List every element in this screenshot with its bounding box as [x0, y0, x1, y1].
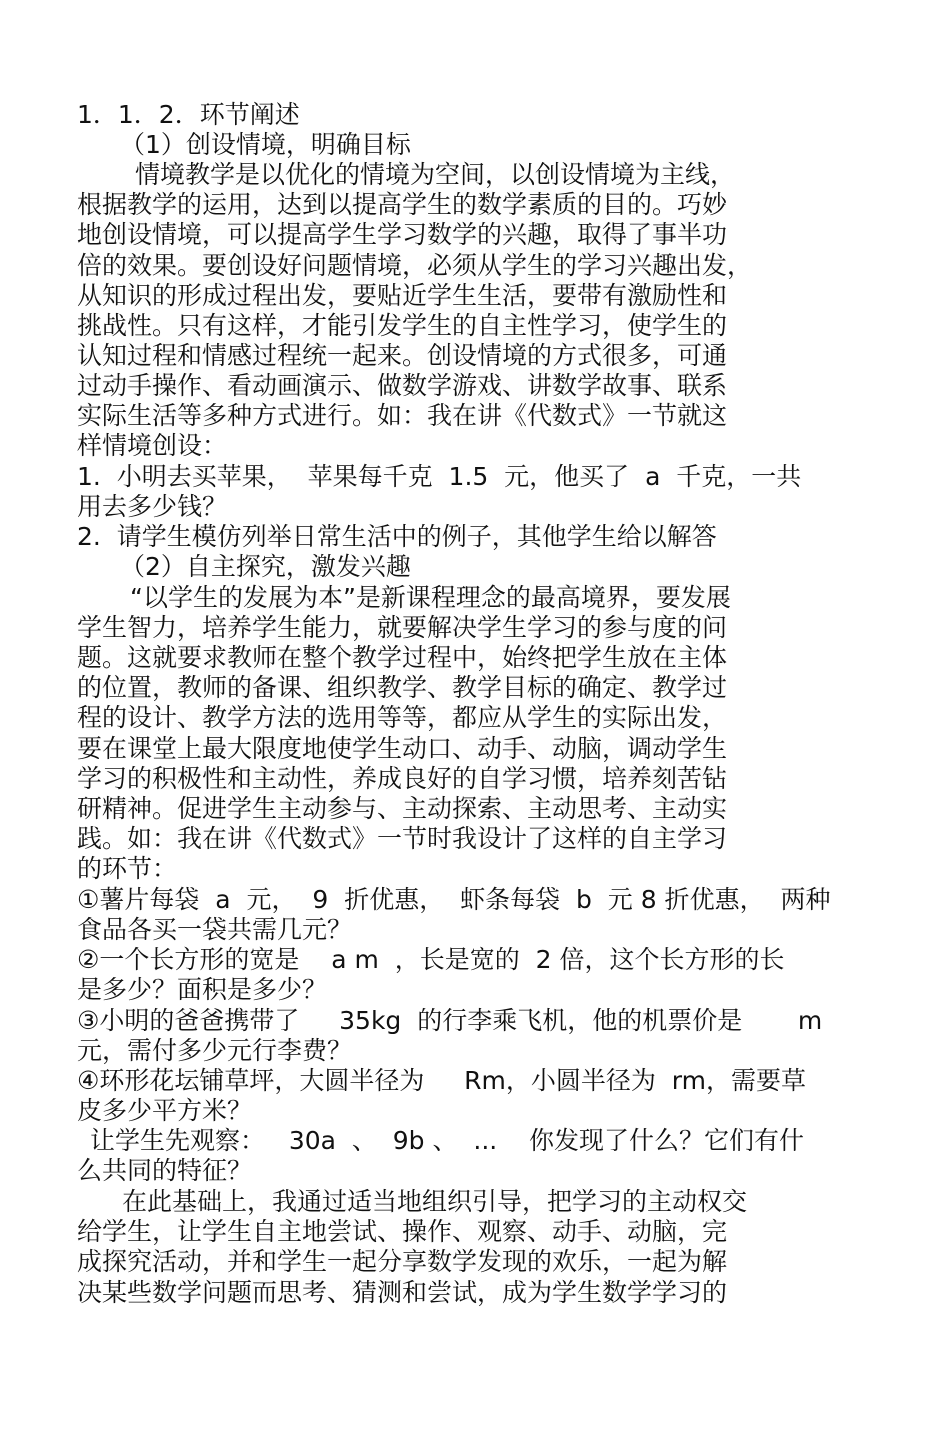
exercise-item-continuation: 食品各买一袋共需几元？	[77, 915, 353, 944]
paragraph-line: 研精神。促进学生主动参与、主动探索、主动思考、主动实	[77, 794, 728, 823]
paragraph-line: 地创设情境，可以提高学生学习数学的兴趣，取得了事半功	[77, 220, 728, 249]
subsection-heading-1: （1）创设情境，明确目标	[120, 130, 411, 159]
paragraph-line: 给学生，让学生自主地尝试、操作、观察、动手、动脑，完	[77, 1217, 728, 1246]
paragraph-line: 根据教学的运用，达到以提高学生的数学素质的目的。巧妙	[77, 190, 728, 219]
exercise-item: ③小明的爸爸携带了 35kg 的行李乘飞机，他的机票价是 m	[77, 1006, 823, 1035]
subsection-heading-2: （2）自主探究，激发兴趣	[120, 552, 411, 581]
exercise-item-continuation: 是多少？面积是多少？	[77, 975, 328, 1004]
paragraph-line: 在此基础上，我通过适当地组织引导，把学习的主动权交	[122, 1187, 748, 1216]
paragraph-line: 的位置，教师的备课、组织教学、教学目标的确定、教学过	[77, 673, 728, 702]
paragraph-line: 学生智力，培养学生能力，就要解决学生学习的参与度的问	[77, 613, 728, 642]
paragraph-line: 实际生活等多种方式进行。如：我在讲《代数式》一节就这	[77, 401, 728, 430]
paragraph-line: 认知过程和情感过程统一起来。创设情境的方式很多，可通	[77, 341, 728, 370]
paragraph-line: 情境教学是以优化的情境为空间，以创设情境为主线，	[135, 160, 736, 189]
paragraph-line: 题。这就要求教师在整个教学过程中，始终把学生放在主体	[77, 643, 728, 672]
list-item: 2. 请学生模仿列举日常生活中的例子，其他学生给以解答	[77, 522, 717, 551]
paragraph-line: 过动手操作、看动画演示、做数学游戏、讲数学故事、联系	[77, 371, 728, 400]
exercise-item: ②一个长方形的宽是 a m ，长是宽的 2 倍，这个长方形的长	[77, 945, 785, 974]
paragraph-line: 么共同的特征？	[77, 1156, 253, 1185]
paragraph-line: 要在课堂上最大限度地使学生动口、动手、动脑，调动学生	[77, 734, 728, 763]
paragraph-line: 样情境创设：	[77, 431, 228, 460]
paragraph-line: 挑战性。只有这样，才能引发学生的自主性学习，使学生的	[77, 311, 728, 340]
exercise-item-continuation: 皮多少平方米？	[77, 1096, 253, 1125]
list-item: 1. 小明去买苹果， 苹果每千克 1.5 元，他买了 a 千克，一共	[77, 462, 802, 491]
exercise-item: ④环形花坛铺草坪，大圆半径为 Rm，小圆半径为 rm，需要草	[77, 1066, 806, 1095]
paragraph-line: “以学生的发展为本”是新课程理念的最高境界，要发展	[130, 583, 731, 612]
paragraph-line: 让学生先观察： 30a 、 9b 、 ... 你发现了什么？它们有什	[90, 1126, 805, 1155]
paragraph-line: 的环节：	[77, 854, 178, 883]
list-item-continuation: 用去多少钱？	[77, 492, 228, 521]
paragraph-line: 学习的积极性和主动性，养成良好的自学习惯，培养刻苦钻	[77, 764, 728, 793]
paragraph-line: 决某些数学问题而思考、猜测和尝试，成为学生数学学习的	[77, 1278, 728, 1307]
paragraph-line: 程的设计、教学方法的选用等等，都应从学生的实际出发，	[77, 703, 728, 732]
paragraph-line: 践。如：我在讲《代数式》一节时我设计了这样的自主学习	[77, 824, 728, 853]
paragraph-line: 倍的效果。要创设好问题情境，必须从学生的学习兴趣出发，	[77, 251, 753, 280]
exercise-item-continuation: 元，需付多少元行李费？	[77, 1036, 353, 1065]
exercise-item: ①薯片每袋 a 元， 9 折优惠， 虾条每袋 b 元 8 折优惠， 两种	[77, 885, 831, 914]
paragraph-line: 成探究活动，并和学生一起分享数学发现的欢乐，一起为解	[77, 1247, 728, 1276]
section-heading: 1．1．2．环节阐述	[77, 100, 300, 129]
paragraph-line: 从知识的形成过程出发，要贴近学生生活，要带有激励性和	[77, 281, 728, 310]
